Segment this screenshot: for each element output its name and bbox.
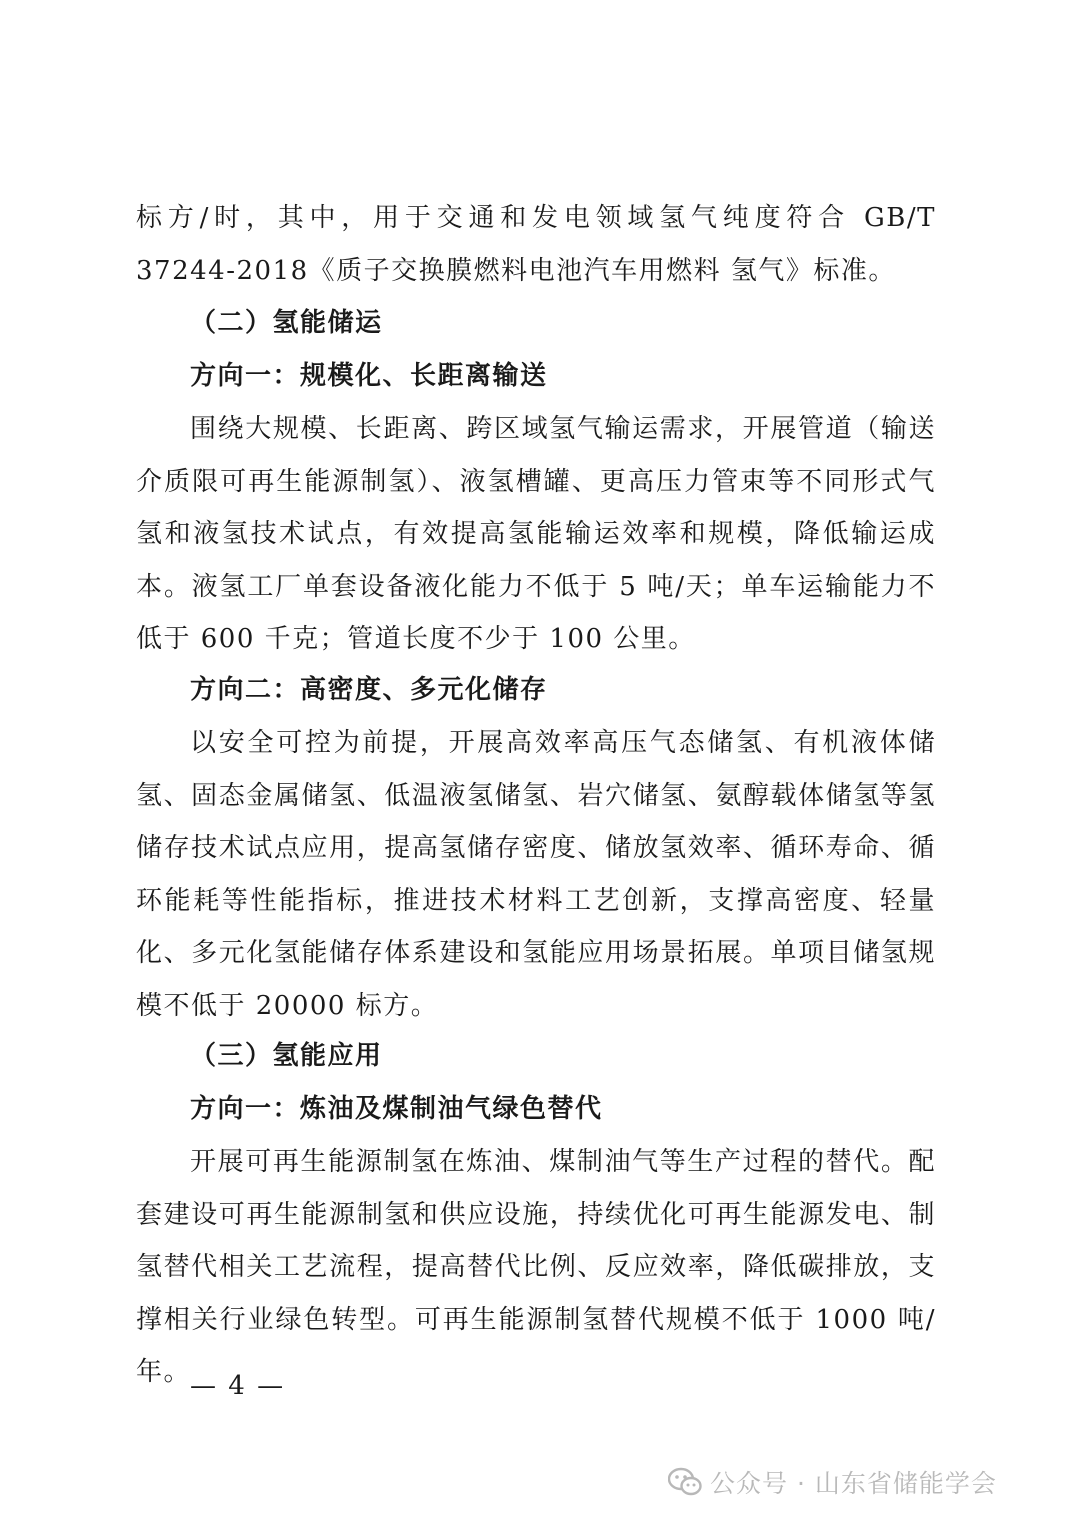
wechat-watermark — [668, 1462, 997, 1502]
subheading-refining-substitution: 方向一：炼油及煤制油气绿色替代 — [190, 1094, 603, 1124]
subheading-long-distance-transport: 方向一：规模化、长距离输送 — [190, 361, 548, 391]
paragraph-transport-details: 围绕大规模、长距离、跨区域氢气输运需求，开展管道（输送介质限可再生能源制氢）、液氢槽罐、更高压力管束等不同形式气氢和液氢技术试点，有效提高氢能输运效率和规模，降低输运成本。液氢工厂单套设备液化能力不低于 5 吨/天；单车运输能力不低于 600 千克；管道长度不少于 100 公里。 — [136, 414, 936, 654]
paragraph-storage-details: 以安全可控为前提，开展高效率高压气态储氢、有机液体储氢、固态金属储氢、低温液氢储氢、岩穴储氢、氨醇载体储氢等氢储存技术试点应用，提高氢储存密度、储放氢效率、循环寿命、循环能耗等性能指标，推进技术材料工艺创新，支撑高密度、轻量化、多元化氢能储存体系建设和氢能应用场景拓展。单项目储氢规模不低于 20000 标方。 — [136, 728, 936, 1021]
watermark-text: 公众号 · 山东省储能学会 — [710, 1469, 997, 1498]
wechat-icon — [668, 1467, 702, 1497]
section-heading-storage-transport: （二）氢能储运 — [190, 308, 383, 338]
page-number: — 4 — — [190, 1371, 286, 1401]
paragraph-purity-standard: 标方/时，其中，用于交通和发电领域氢气纯度符合 GB/T 37244-2018《质子交换膜燃料电池汽车用燃料 氢气》标准。 — [136, 203, 936, 286]
subheading-high-density-storage: 方向二：高密度、多元化储存 — [190, 675, 548, 705]
paragraph-substitution-details: 开展可再生能源制氢在炼油、煤制油气等生产过程的替代。配套建设可再生能源制氢和供应设施，持续优化可再生能源发电、制氢替代相关工艺流程，提高替代比例、反应效率，降低碳排放，支撑相关行业绿色转型。可再生能源制氢替代规模不低于 1000 吨/年。 — [136, 1147, 936, 1387]
section-heading-hydrogen-application: （三）氢能应用 — [190, 1041, 383, 1071]
